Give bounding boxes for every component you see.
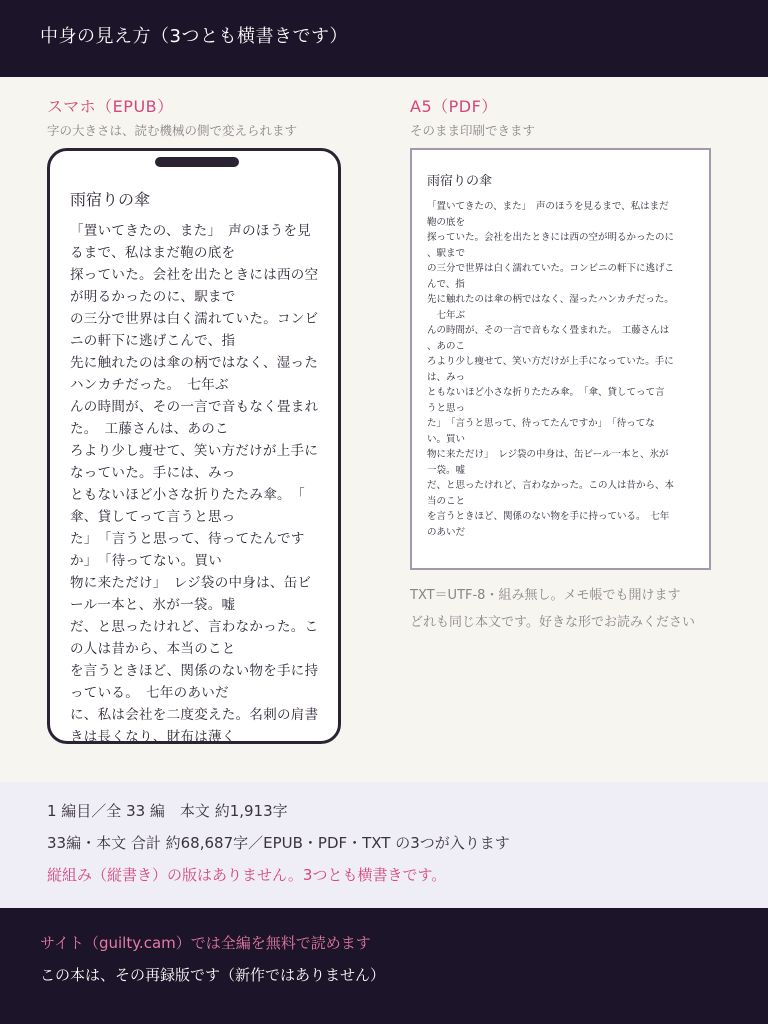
reprint-note: この本は、その再録版です（新作ではありません）: [40, 966, 386, 984]
epub-text-line: の人は昔から、本当のこと: [70, 641, 236, 657]
epub-text-line: 傘、貸してって言うと思っ: [70, 509, 236, 525]
epub-text-line: 物に来ただけ」 レジ袋の中身は、缶ビ: [70, 575, 312, 591]
pdf-text-line: 七年ぶ: [427, 309, 466, 321]
pdf-text-line: 、駅まで: [427, 247, 466, 259]
pdf-text-line: のあいだ: [427, 526, 466, 538]
epub-text-line: きは長くなり、財布は薄く: [70, 729, 236, 745]
pdf-text-line: 「置いてきたの、また」 声のほうを見るまで、私はまだ: [427, 201, 669, 212]
epub-text-line: だ、と思ったけれど、言わなかった。こ: [70, 619, 319, 635]
pdf-text-line: は、みっ: [427, 371, 466, 383]
epub-text-line: るまで、私はまだ鞄の底を: [70, 245, 236, 261]
epub-text-line: に、私は会社を二度変えた。名刺の肩書: [70, 707, 319, 723]
epub-text-line: んの時間が、その一言で音もなく畳まれ: [70, 399, 319, 415]
epub-text-line: 探っていた。会社を出たときには西の空: [70, 267, 319, 283]
pdf-text-line: んの時間が、その一言で音もなく畳まれた。 工藤さんは: [427, 325, 670, 336]
epub-text-line: っている。 七年のあいだ: [70, 685, 229, 701]
epub-text-line: なっていた。手には、みっ: [70, 465, 236, 481]
epub-text-line: 「置いてきたの、また」 声のほうを見: [70, 223, 312, 239]
info-band: [0, 782, 768, 908]
pdf-text-line: 先に触れたのは傘の柄ではなく、湿ったハンカチだった。: [427, 294, 674, 305]
epub-text-line: た。 工藤さんは、あのこ: [70, 421, 229, 437]
epub-text-line: が明るかったのに、駅まで: [70, 289, 236, 305]
epub-subtitle: 字の大きさは、読む機械の側で変えられます: [47, 123, 298, 138]
epub-text-line: の三分で世界は白く濡れていた。コンビ: [70, 311, 319, 327]
phone-notch: [155, 157, 239, 167]
footer-bar: [0, 908, 768, 1024]
pdf-subtitle: そのまま印刷できます: [410, 123, 536, 138]
epub-text-line: 先に触れたのは傘の柄ではなく、湿った: [70, 355, 319, 371]
pdf-text-line: だ、と思ったけれど、言わなかった。この人は昔から、本: [427, 480, 675, 491]
vertical-notice: 縦組み（縦書き）の版はありません。3つとも横書きです。: [47, 866, 447, 884]
epub-text-line: ろより少し痩せて、笑い方だけが上手に: [70, 443, 319, 459]
pdf-text-line: 一袋。嘘: [427, 464, 466, 476]
pdf-book-title: 雨宿りの傘: [427, 174, 493, 189]
phone-preview: [47, 148, 341, 744]
header-bar: [0, 0, 768, 77]
epub-book-title: 雨宿りの傘: [70, 190, 151, 209]
epub-text-line: か」 「待ってない。買い: [70, 553, 223, 569]
pdf-text-line: 鞄の底を: [427, 216, 466, 228]
page-title: 中身の見え方（3つとも横書きです）: [40, 26, 348, 47]
pdf-text-line: 当のこと: [427, 495, 466, 507]
total-info: 33編・本文 合計 約68,687字／EPUB・PDF・TXT の3つが入ります: [47, 834, 510, 852]
pdf-heading: A5（PDF）: [410, 97, 498, 116]
epub-heading: スマホ（EPUB）: [47, 97, 174, 116]
epub-text-line: ともないほど小さな折りたたみ傘。 「: [70, 487, 305, 503]
pdf-text-line: 物に来ただけ」 レジ袋の中身は、缶ビール一本と、氷が: [427, 449, 669, 460]
pdf-text-line: 、あのこ: [427, 340, 466, 352]
epub-text-line: た」 「言うと思って、待ってたんです: [70, 531, 305, 547]
pdf-text-line: ともないほど小さな折りたたみ傘。 「傘、貸してって言: [427, 387, 665, 398]
txt-note: TXT＝UTF-8・組み無し。メモ帳でも開けます: [410, 588, 681, 603]
pdf-text-line: ろより少し痩せて、笑い方だけが上手になっていた。手に: [427, 356, 674, 367]
epub-text-line: ニの軒下に逃げこんで、指: [70, 333, 236, 349]
epub-text-line: ハンカチだった。 七年ぶ: [70, 377, 229, 393]
count-info: 1 編目／全 33 編 本文 約1,913字: [47, 802, 288, 820]
pdf-text-line: うと思っ: [427, 402, 466, 414]
pdf-text-line: を言うときほど、関係のない物を手に持っている。 七年: [427, 511, 670, 522]
epub-text-line: を言うときほど、関係のない物を手に持: [70, 663, 319, 679]
pdf-text-line: んで、指: [427, 278, 465, 290]
pdf-text-line: の三分で世界は白く濡れていた。コンビニの軒下に逃げこ: [427, 263, 675, 274]
epub-text-line: ール一本と、氷が一袋。嘘: [70, 597, 236, 613]
same-text-note: どれも同じ本文です。好きな形でお読みください: [410, 615, 695, 630]
pdf-text-line: い。買い: [427, 433, 466, 445]
pdf-text-line: 探っていた。会社を出たときには西の空が明るかったのに: [427, 232, 675, 243]
site-note: サイト（guilty.cam）では全編を無料で読めます: [40, 934, 371, 952]
pdf-text-line: た」 「言うと思って、待ってたんですか」 「待ってな: [427, 418, 655, 429]
a5-page-preview: [410, 148, 711, 570]
